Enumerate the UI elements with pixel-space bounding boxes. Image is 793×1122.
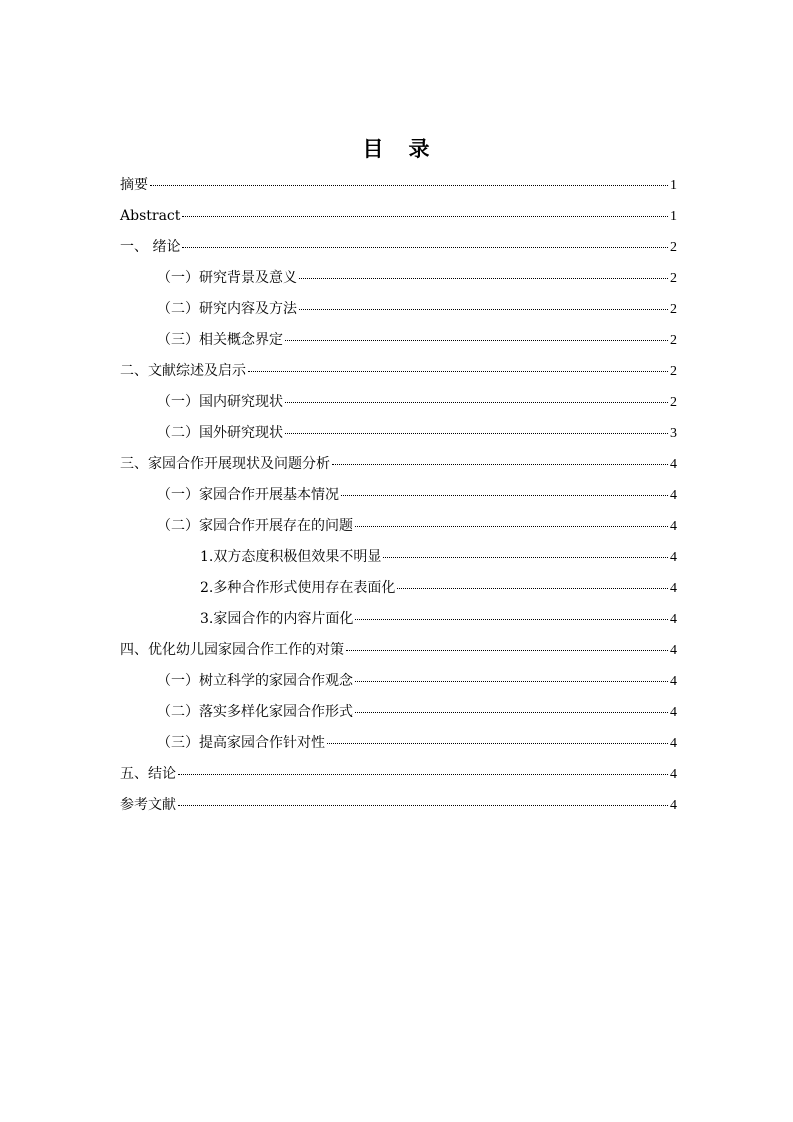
toc-entry-label: （二）国外研究现状 xyxy=(157,425,283,441)
toc-entry[interactable] xyxy=(120,482,677,513)
toc-entry[interactable] xyxy=(120,296,677,327)
toc-entry-label: 三、家园合作开展现状及问题分析 xyxy=(120,456,330,472)
toc-entry-label: （三）提高家园合作针对性 xyxy=(157,735,325,751)
toc-title-part1: 目 xyxy=(362,136,385,161)
dot-leader xyxy=(178,760,668,775)
toc-entry-page-number: 4 xyxy=(670,705,677,720)
dot-leader xyxy=(355,605,668,620)
toc-entry[interactable] xyxy=(120,234,677,265)
toc-entry-label: （二）落实多样化家园合作形式 xyxy=(157,704,353,720)
toc-entry-page-number: 3 xyxy=(670,426,677,441)
toc-entry[interactable] xyxy=(120,265,677,296)
dot-leader xyxy=(285,326,668,341)
toc-entry-label: （三）相关概念界定 xyxy=(157,332,283,348)
toc-entry-label: 3.家园合作的内容片面化 xyxy=(200,611,354,627)
toc-entry[interactable] xyxy=(120,792,677,823)
toc-entry[interactable] xyxy=(120,761,677,792)
toc-entry-label: 二、文献综述及启示 xyxy=(120,363,246,379)
toc-entry-page-number: 2 xyxy=(670,395,677,410)
toc-entry-label: （一）研究背景及意义 xyxy=(157,270,297,286)
toc-entry-label: 参考文献 xyxy=(120,797,176,813)
dot-leader xyxy=(327,729,668,744)
toc-entry-page-number: 1 xyxy=(670,209,677,224)
toc-entry-page-number: 2 xyxy=(670,271,677,286)
toc-entry-label: （一）家园合作开展基本情况 xyxy=(157,487,339,503)
toc-list xyxy=(120,172,677,823)
toc-entry-page-number: 2 xyxy=(670,302,677,317)
toc-entry[interactable] xyxy=(120,420,677,451)
dot-leader xyxy=(355,667,668,682)
toc-entry[interactable] xyxy=(120,327,677,358)
toc-entry-page-number: 2 xyxy=(670,364,677,379)
toc-title xyxy=(0,134,793,164)
toc-entry-page-number: 4 xyxy=(670,798,677,813)
dot-leader xyxy=(299,264,668,279)
toc-entry[interactable] xyxy=(120,606,677,637)
toc-entry[interactable] xyxy=(120,358,677,389)
toc-entry-page-number: 4 xyxy=(670,581,677,596)
toc-entry-page-number: 4 xyxy=(670,488,677,503)
toc-entry-label: 摘要 xyxy=(120,177,148,193)
toc-entry-label: （一）国内研究现状 xyxy=(157,394,283,410)
dot-leader xyxy=(285,419,668,434)
toc-entry-page-number: 2 xyxy=(670,240,677,255)
toc-entry-label: 五、结论 xyxy=(120,766,176,782)
toc-entry[interactable] xyxy=(120,699,677,730)
dot-leader xyxy=(285,388,668,403)
toc-entry-page-number: 4 xyxy=(670,612,677,627)
toc-entry[interactable] xyxy=(120,203,677,234)
dot-leader xyxy=(150,171,668,186)
toc-entry[interactable] xyxy=(120,544,677,575)
toc-entry[interactable] xyxy=(120,668,677,699)
toc-entry-label: （二）家园合作开展存在的问题 xyxy=(157,518,353,534)
dot-leader xyxy=(355,698,668,713)
dot-leader xyxy=(248,357,668,372)
toc-entry-page-number: 4 xyxy=(670,643,677,658)
toc-entry-page-number: 4 xyxy=(670,736,677,751)
toc-entry-page-number: 1 xyxy=(670,178,677,193)
dot-leader xyxy=(332,450,668,465)
toc-entry-page-number: 2 xyxy=(670,333,677,348)
dot-leader xyxy=(355,512,668,527)
toc-entry-page-number: 4 xyxy=(670,519,677,534)
dot-leader xyxy=(397,574,668,589)
toc-entry[interactable] xyxy=(120,513,677,544)
dot-leader xyxy=(346,636,668,651)
toc-entry-label: 一、 绪论 xyxy=(120,239,181,255)
toc-entry-label: Abstract xyxy=(120,208,181,224)
toc-entry-page-number: 4 xyxy=(670,674,677,689)
toc-entry-label: 1.双方态度积极但效果不明显 xyxy=(200,549,382,565)
toc-entry-label: （二）研究内容及方法 xyxy=(157,301,297,317)
dot-leader xyxy=(182,202,668,217)
dot-leader xyxy=(383,543,668,558)
toc-entry-label: 四、优化幼儿园家园合作工作的对策 xyxy=(120,642,344,658)
toc-entry-page-number: 4 xyxy=(670,550,677,565)
toc-entry-label: 2.多种合作形式使用存在表面化 xyxy=(200,580,396,596)
dot-leader xyxy=(182,233,668,248)
toc-entry-label: （一）树立科学的家园合作观念 xyxy=(157,673,353,689)
toc-entry[interactable] xyxy=(120,451,677,482)
dot-leader xyxy=(341,481,668,496)
toc-entry[interactable] xyxy=(120,637,677,668)
dot-leader xyxy=(299,295,668,310)
toc-entry[interactable] xyxy=(120,389,677,420)
toc-title-part2: 录 xyxy=(408,136,431,161)
toc-entry[interactable] xyxy=(120,172,677,203)
toc-entry[interactable] xyxy=(120,575,677,606)
toc-entry-page-number: 4 xyxy=(670,457,677,472)
toc-entry-page-number: 4 xyxy=(670,767,677,782)
toc-entry[interactable] xyxy=(120,730,677,761)
dot-leader xyxy=(178,791,668,806)
